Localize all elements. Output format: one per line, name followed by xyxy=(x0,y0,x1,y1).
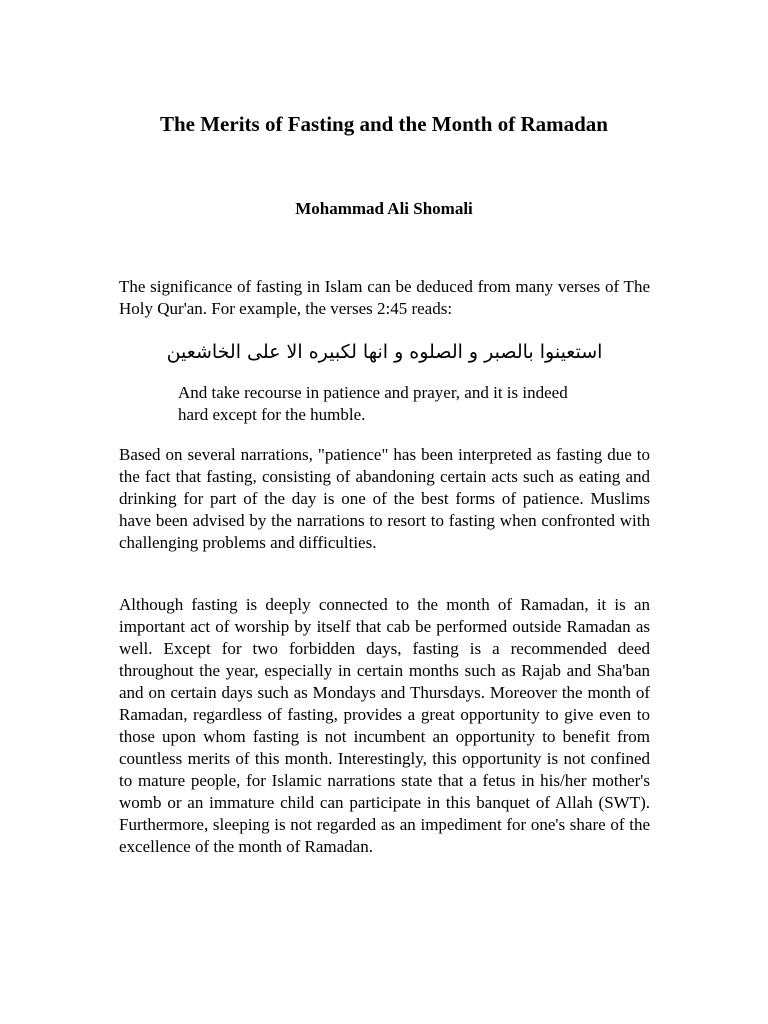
intro-paragraph: The significance of fasting in Islam can be deduced from many verses of The Holy Qur'an. For example, the verses 2:45 reads: xyxy=(119,277,650,318)
ramadan-paragraph: Although fasting is deeply connected to the month of Ramadan, it is an important act of worship by itself that cab be performed outside Ramadan as well. Except for two forbidden days, fasting is a recommended deed throughout the year, especially in certain months such as Rajab and Sha'ban and on certain days such as Mondays and Thursdays. Moreover the month of Ramadan, regardless of fasting, provides a great opportunity to give even to those upon whom fasting is not incumbent an opportunity to benefit from countless merits of this month. Interestingly, this opportunity is not confined to mature people, for Islamic narrations state that a fetus in his/her mother's womb or an immature child can participate in this banquet of Allah (SWT). Furthermore, sleeping is not regarded as an impediment for one's share of the excellence of the month of Ramadan. xyxy=(119,595,650,856)
document-title: The Merits of Fasting and the Month of Ramadan xyxy=(159,112,608,136)
verse-translation: And take recourse in patience and prayer, and it is indeed hard except for the humble. xyxy=(178,383,568,424)
patience-paragraph: Based on several narrations, "patience" has been interpreted as fasting due to the fact that fasting, consisting of abandoning certain acts such as eating and drinking for part of the day is one of the best forms of patience. Muslims have been advised by the narrations to resort to fasting when confronted with challenging problems and difficulties. xyxy=(119,445,650,552)
author-name: Mohammad Ali Shomali xyxy=(295,199,473,218)
arabic-verse: استعينوا بالصبر و الصلوه و انها لكبيره الا على الخاشعين xyxy=(166,341,603,363)
